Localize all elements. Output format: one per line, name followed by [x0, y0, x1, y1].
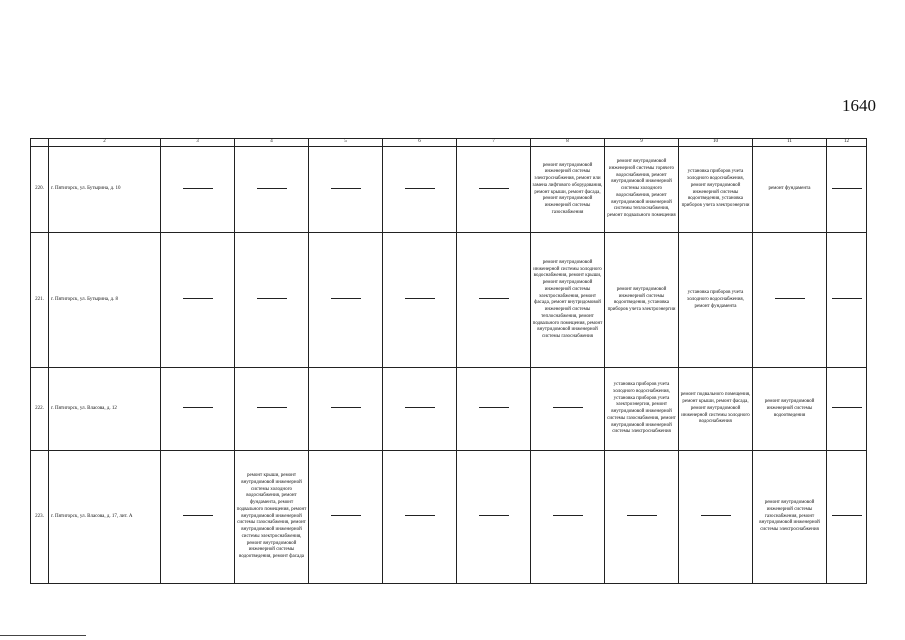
- cell: [235, 368, 309, 451]
- dash-mark: [183, 298, 213, 299]
- address-cell: г. Пятигорск, ул. Власова, д. 12: [49, 368, 161, 451]
- dash-mark: [405, 188, 435, 189]
- cell: [457, 368, 531, 451]
- cell: [161, 368, 235, 451]
- cell: [309, 368, 383, 451]
- header-row: [31, 139, 867, 147]
- column-header: 9: [605, 139, 679, 147]
- cell: [457, 233, 531, 368]
- table-row: [31, 368, 867, 451]
- column-header: 10: [679, 139, 753, 147]
- page-number: 1640: [842, 96, 876, 115]
- dash-mark: [479, 298, 509, 299]
- cell: установка приборов учета холодного водоснабжения, ремонт внутридомовой инженерной системы водоотведения, установка приборов учета электроэнергии: [679, 146, 753, 233]
- dash-mark: [257, 188, 287, 189]
- dash-mark: [553, 407, 583, 408]
- row-number: 221.: [31, 233, 49, 368]
- cell: [309, 233, 383, 368]
- cell: [383, 451, 457, 584]
- dash-mark: [405, 298, 435, 299]
- dash-mark: [183, 188, 213, 189]
- cell: [531, 451, 605, 584]
- dash-mark: [553, 515, 583, 516]
- column-header: 4: [235, 139, 309, 147]
- column-header: 2: [49, 139, 161, 147]
- dash-mark: [331, 407, 361, 408]
- row-number: 223.: [31, 451, 49, 584]
- dash-mark: [331, 298, 361, 299]
- dash-mark: [331, 515, 361, 516]
- column-header: 8: [531, 139, 605, 147]
- column-header: 7: [457, 139, 531, 147]
- column-header: 11: [753, 139, 827, 147]
- address-cell: г. Пятигорск, ул. Бутырина, д. 10: [49, 146, 161, 233]
- cell: установка приборов учета холодного водоснабжения, установка приборов учета электроэнергии, ремонт внутридомовой инженерной системы газоснабжения, ремонт внутридомовой инженерной системы электроснабжения: [605, 368, 679, 451]
- table-row: [31, 233, 867, 368]
- cell: [827, 146, 867, 233]
- footnote-divider: [0, 635, 86, 636]
- cell: [457, 146, 531, 233]
- cell: [309, 146, 383, 233]
- column-header: 12: [827, 139, 867, 147]
- cell: ремонт внутридомовой инженерной системы водоотведения: [753, 368, 827, 451]
- cell: ремонт фундамента: [753, 146, 827, 233]
- dash-mark: [701, 515, 731, 516]
- cell: [531, 368, 605, 451]
- table-row: [31, 146, 867, 233]
- cell: [161, 146, 235, 233]
- dash-mark: [257, 407, 287, 408]
- cell: [753, 233, 827, 368]
- dash-mark: [832, 298, 862, 299]
- cell: ремонт крыши, ремонт внутридомовой инженерной системы холодного водоснабжения, ремонт фундамента, ремонт подвального помещения, ремонт внутридомовой инженерной системы газоснабжения, ремонт внутридомовой инженерной системы электроснабжения, ремонт внутридомовой инженерной системы водоотведения, ремонт фасада: [235, 451, 309, 584]
- dash-mark: [775, 298, 805, 299]
- dash-mark: [405, 407, 435, 408]
- column-header: 6: [383, 139, 457, 147]
- cell: [235, 233, 309, 368]
- column-header: [31, 139, 49, 147]
- column-header: 3: [161, 139, 235, 147]
- cell: ремонт внутридомовой инженерной системы электроснабжения, ремонт или замена лифтового оборудования, ремонт крыши, ремонт фасада, ремонт внутридомовой инженерной системы газоснабжения: [531, 146, 605, 233]
- table-row: [31, 451, 867, 584]
- address-cell: г. Пятигорск, ул. Власова, д. 17, лит. А: [49, 451, 161, 584]
- cell: [383, 368, 457, 451]
- cell: [827, 233, 867, 368]
- cell: [679, 451, 753, 584]
- row-number: 222.: [31, 368, 49, 451]
- cell: [457, 451, 531, 584]
- cell: [235, 146, 309, 233]
- cell: ремонт подвального помещения, ремонт крыши, ремонт фасада, ремонт внутридомовой инженерной системы холодного водоснабжения: [679, 368, 753, 451]
- cell: установка приборов учета холодного водоснабжения, ремонт фундамента: [679, 233, 753, 368]
- cell: [383, 233, 457, 368]
- cell: ремонт внутридомовой инженерной системы горячего водоснабжения, ремонт внутридомовой инженерной системы холодного водоснабжения, ремонт внутридомовой инженерной системы теплоснабжения, ремонт подвального помещения: [605, 146, 679, 233]
- cell: [827, 368, 867, 451]
- column-header: 5: [309, 139, 383, 147]
- cell: ремонт внутридомовой инженерной системы водоотведения, установка приборов учета электроэнергии: [605, 233, 679, 368]
- cell: [383, 146, 457, 233]
- cell: [161, 451, 235, 584]
- cell: ремонт внутридомовой инженерной системы газоснабжения, ремонт внутридомовой инженерной системы электроснабжения: [753, 451, 827, 584]
- dash-mark: [627, 515, 657, 516]
- repair-schedule-table: [30, 138, 867, 584]
- cell: [309, 451, 383, 584]
- address-cell: г. Пятигорск, ул. Бутырина, д. 8: [49, 233, 161, 368]
- dash-mark: [331, 188, 361, 189]
- dash-mark: [257, 298, 287, 299]
- dash-mark: [479, 188, 509, 189]
- dash-mark: [183, 515, 213, 516]
- dash-mark: [479, 515, 509, 516]
- dash-mark: [405, 515, 435, 516]
- dash-mark: [832, 515, 862, 516]
- cell: ремонт внутридомовой инженерной системы холодного водоснабжения, ремонт крыши, ремонт внутридомовой инженерной системы электроснабжения, ремонт фасада, ремонт внутридомовой инженерной системы теплоснабжения, ремонт подвального помещения, ремонт внутридомовой инженерной системы газоснабжения: [531, 233, 605, 368]
- dash-mark: [832, 407, 862, 408]
- row-number: 220.: [31, 146, 49, 233]
- dash-mark: [832, 188, 862, 189]
- dash-mark: [479, 407, 509, 408]
- cell: [161, 233, 235, 368]
- cell: [605, 451, 679, 584]
- cell: [827, 451, 867, 584]
- dash-mark: [183, 407, 213, 408]
